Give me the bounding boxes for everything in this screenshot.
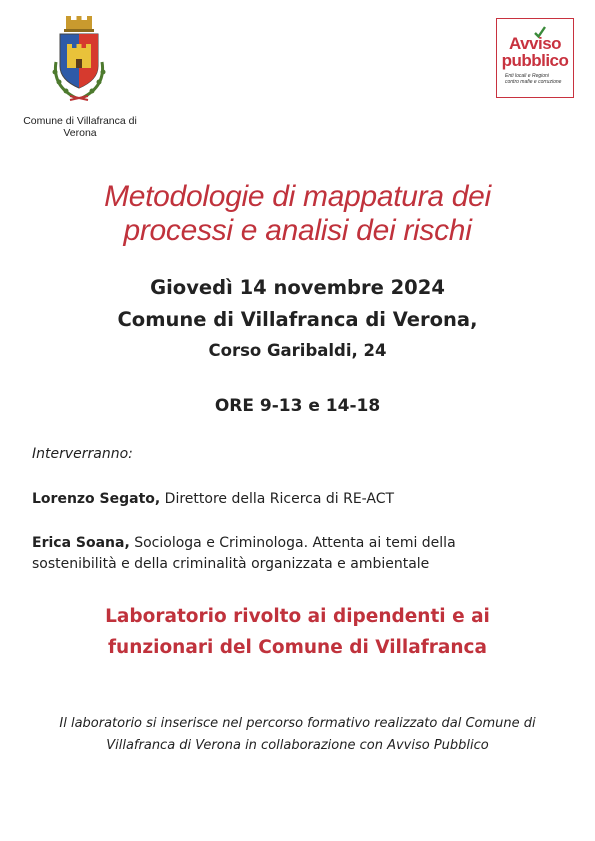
event-title-line1: Metodologie di mappatura dei: [104, 180, 491, 213]
speakers-intro: Interverranno:: [32, 446, 133, 462]
footer-note-line1: Il laboratorio si inserisce nel percorso formativo realizzato dal Comune di: [59, 716, 536, 731]
crest-caption: [10, 115, 150, 139]
logo-wordmark-line2: pubblico: [501, 51, 569, 70]
crest-caption-line1: Comune di Villafranca di: [23, 115, 137, 127]
speaker-name: Lorenzo Segato,: [32, 491, 161, 507]
speaker-item: [32, 533, 572, 575]
speaker-name: Erica Soana,: [32, 535, 130, 551]
footer-note-line2: Villafranca di Verona in collaborazione con Avviso Pubblico: [106, 738, 489, 753]
speaker-role: Sociologa e Criminologa. Attenta ai temi della: [129, 535, 456, 551]
speaker-role-continued: sostenibilità e della criminalità organizzata e ambientale: [32, 556, 430, 572]
municipal-crest-icon: [46, 14, 112, 104]
event-date: Giovedì 14 novembre 2024: [150, 276, 445, 299]
speaker-item: [32, 489, 572, 510]
event-venue: Comune di Villafranca di Verona,: [117, 308, 478, 331]
speaker-role: Direttore della Ricerca di RE-ACT: [160, 491, 395, 507]
logo-tagline: [505, 73, 569, 85]
avviso-pubblico-logo: [496, 18, 574, 98]
event-address: Corso Garibaldi, 24: [208, 341, 387, 360]
logo-wordmark-line1: Avviso: [508, 34, 562, 53]
logo-tagline-line2: contro mafie e corruzione: [505, 79, 562, 85]
laboratory-heading-line1: Laboratorio rivolto ai dipendenti e ai: [105, 606, 490, 627]
laboratory-heading-line2: funzionari del Comune di Villafranca: [107, 637, 488, 658]
event-title-line2: processi e analisi dei rischi: [123, 214, 472, 247]
crest-caption-line2: Verona: [63, 127, 97, 139]
event-hours: ORE 9-13 e 14-18: [214, 396, 381, 416]
logo-tagline-line1: Enti locali e Regioni: [505, 73, 549, 79]
